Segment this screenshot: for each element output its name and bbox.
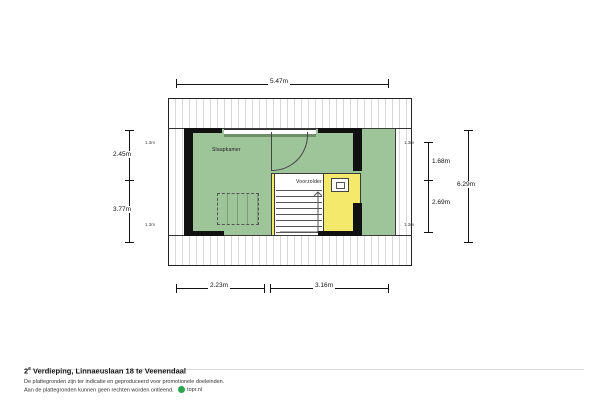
- wall-right-upper: [353, 131, 362, 171]
- brand-logo[interactable]: [178, 386, 202, 394]
- small-dimension-left-top: 1.3m: [145, 140, 156, 145]
- plan-title-rest: Verdieping, Linnaeuslaan 18 te Veenendaal: [30, 366, 187, 376]
- plan-title-prefix: 2: [24, 366, 29, 376]
- dimension-left-upper-label: 2.45m: [113, 151, 132, 158]
- small-dimension-right-top: 1.3m: [404, 140, 415, 145]
- brand-label: topr.nl: [187, 386, 203, 393]
- dimension-top-label: 5.47m: [270, 78, 289, 85]
- small-dimension-left-bottom: 1.3m: [145, 222, 156, 227]
- disclaimer-line-2: [24, 386, 584, 394]
- floorplan: [168, 98, 415, 266]
- dimension-bottom-left-label: 2.23m: [210, 282, 229, 289]
- wall-top-right: [318, 128, 362, 133]
- room-label-slaapkamer: Slaapkamer: [212, 147, 241, 153]
- wall-bottom-left: [184, 231, 224, 236]
- dimension-right-lower-label: 2.69m: [432, 199, 451, 206]
- room-label-voorzolder: Voorzolder: [296, 179, 322, 185]
- wall-left: [184, 131, 193, 233]
- plan-title-superscript: e: [28, 366, 31, 373]
- wall-bottom-right: [318, 231, 362, 236]
- disclaimer-line-2-text: Aan de plattegronden kunnen geen rechten worden ontleend.: [24, 387, 174, 393]
- wall-top-left: [184, 128, 222, 133]
- plan-title: [24, 366, 584, 376]
- brand-badge-icon: [178, 386, 185, 393]
- dimension-right-total-label: 6.29m: [457, 181, 476, 188]
- staircase-direction-icon: [276, 190, 322, 234]
- footer: [24, 366, 584, 394]
- closet-area: [217, 193, 259, 225]
- disclaimer-line-1: De plattegronden zijn ter indicatie en geproduceerd voor promotionele doeleinden.: [24, 378, 225, 385]
- dimension-left-lower-label: 3.77m: [113, 206, 132, 213]
- dimension-right-upper-label: 1.68m: [432, 158, 451, 165]
- door-leaf: [271, 132, 272, 170]
- small-dimension-right-bottom: 1.3m: [404, 222, 415, 227]
- fixture-icon: [331, 178, 349, 192]
- dimension-bottom-right-label: 3.16m: [315, 282, 334, 289]
